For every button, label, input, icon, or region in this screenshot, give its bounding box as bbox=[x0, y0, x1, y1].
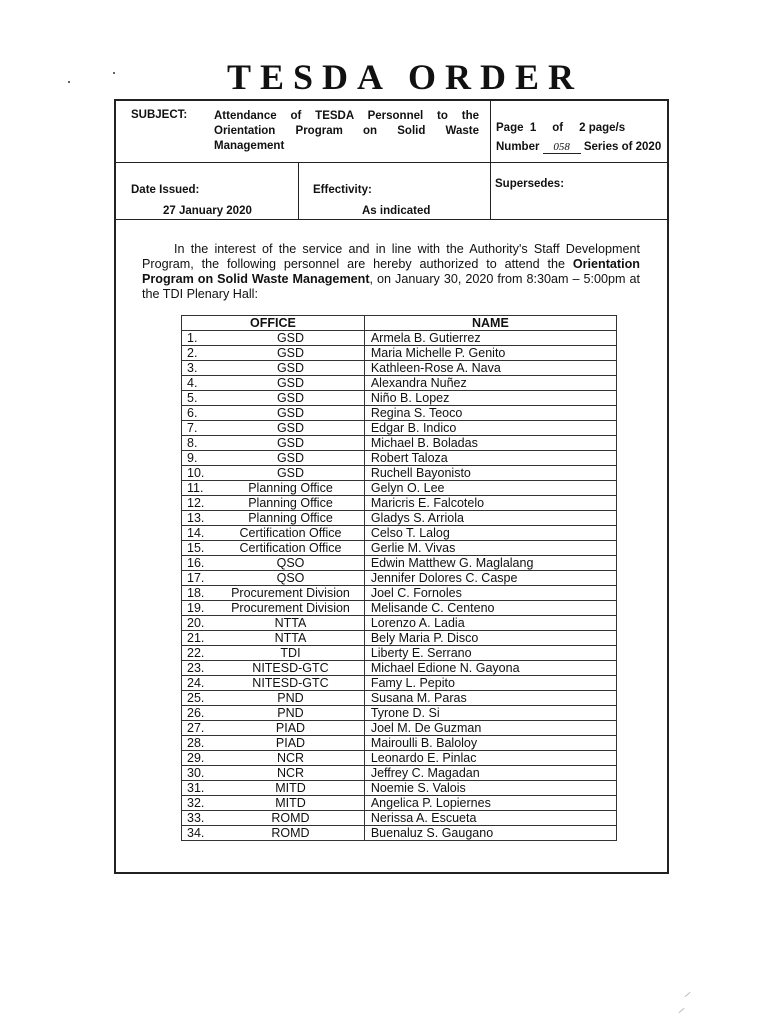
table-row bbox=[182, 331, 617, 346]
row-office: Procurement Division bbox=[217, 601, 364, 616]
table-row bbox=[182, 541, 617, 556]
row-name: Niño B. Lopez bbox=[364, 391, 616, 406]
row-name: Armela B. Gutierrez bbox=[364, 331, 616, 346]
table-row bbox=[182, 766, 617, 781]
row-office: GSD bbox=[217, 466, 364, 481]
row-number: 31. bbox=[182, 781, 218, 796]
row-office: PIAD bbox=[217, 736, 364, 751]
row-number: 9. bbox=[182, 451, 218, 466]
row-number: 34. bbox=[182, 826, 218, 841]
row-number: 19. bbox=[182, 601, 218, 616]
row-office: GSD bbox=[217, 346, 364, 361]
row-name: Celso T. Lalog bbox=[364, 526, 616, 541]
row-office: Certification Office bbox=[217, 526, 364, 541]
row-office: GSD bbox=[217, 331, 364, 346]
table-row bbox=[182, 571, 617, 586]
row-office: GSD bbox=[217, 406, 364, 421]
number-label: Number bbox=[496, 141, 540, 153]
table-row bbox=[182, 631, 617, 646]
table-row bbox=[182, 616, 617, 631]
table-row bbox=[182, 451, 617, 466]
row-office: Certification Office bbox=[217, 541, 364, 556]
series-text: Series of 2020 bbox=[583, 141, 662, 153]
col-office-header: OFFICE bbox=[182, 316, 365, 331]
row-office: NITESD-GTC bbox=[217, 661, 364, 676]
table-row bbox=[182, 721, 617, 736]
row-name: Kathleen-Rose A. Nava bbox=[364, 361, 616, 376]
row-number: 14. bbox=[182, 526, 218, 541]
row-name: Maria Michelle P. Genito bbox=[364, 346, 616, 361]
row-office: GSD bbox=[217, 451, 364, 466]
scan-mark bbox=[684, 992, 690, 997]
header-divider bbox=[116, 219, 667, 220]
row-name: Robert Taloza bbox=[364, 451, 616, 466]
row-name: Jennifer Dolores C. Caspe bbox=[364, 571, 616, 586]
table-row bbox=[182, 781, 617, 796]
table-row bbox=[182, 811, 617, 826]
row-number: 28. bbox=[182, 736, 218, 751]
table-header-row bbox=[182, 316, 617, 331]
row-office: GSD bbox=[217, 361, 364, 376]
row-number: 13. bbox=[182, 511, 218, 526]
row-number: 30. bbox=[182, 766, 218, 781]
row-name: Michael Edione N. Gayona bbox=[364, 661, 616, 676]
row-office: PND bbox=[217, 691, 364, 706]
table-row bbox=[182, 361, 617, 376]
row-number: 17. bbox=[182, 571, 218, 586]
row-number: 10. bbox=[182, 466, 218, 481]
row-number: 8. bbox=[182, 436, 218, 451]
row-name: Gerlie M. Vivas bbox=[364, 541, 616, 556]
row-number: 29. bbox=[182, 751, 218, 766]
row-number: 22. bbox=[182, 646, 218, 661]
subject-label: SUBJECT: bbox=[131, 109, 188, 121]
header-divider bbox=[490, 101, 491, 220]
row-number: 33. bbox=[182, 811, 218, 826]
table-body bbox=[182, 331, 617, 841]
table-row bbox=[182, 376, 617, 391]
order-frame bbox=[114, 99, 669, 874]
row-number: 21. bbox=[182, 631, 218, 646]
table-row bbox=[182, 556, 617, 571]
header-divider bbox=[116, 162, 667, 163]
row-number: 2. bbox=[182, 346, 218, 361]
row-office: NCR bbox=[217, 751, 364, 766]
row-name: Liberty E. Serrano bbox=[364, 646, 616, 661]
table-row bbox=[182, 436, 617, 451]
row-office: QSO bbox=[217, 556, 364, 571]
row-office: NITESD-GTC bbox=[217, 676, 364, 691]
table-row bbox=[182, 706, 617, 721]
table-row bbox=[182, 466, 617, 481]
row-office: MITD bbox=[217, 781, 364, 796]
table-row bbox=[182, 481, 617, 496]
row-office: PIAD bbox=[217, 721, 364, 736]
row-name: Buenaluz S. Gaugano bbox=[364, 826, 616, 841]
page-label: Page bbox=[496, 122, 524, 134]
row-office: GSD bbox=[217, 421, 364, 436]
row-number: 24. bbox=[182, 676, 218, 691]
row-name: Gelyn O. Lee bbox=[364, 481, 616, 496]
row-number: 7. bbox=[182, 421, 218, 436]
row-name: Regina S. Teoco bbox=[364, 406, 616, 421]
row-number: 15. bbox=[182, 541, 218, 556]
row-name: Noemie S. Valois bbox=[364, 781, 616, 796]
personnel-table bbox=[181, 315, 617, 841]
row-name: Edwin Matthew G. Maglalang bbox=[364, 556, 616, 571]
row-number: 5. bbox=[182, 391, 218, 406]
supersedes-label: Supersedes: bbox=[495, 178, 565, 190]
row-name: Joel M. De Guzman bbox=[364, 721, 616, 736]
row-office: Planning Office bbox=[217, 496, 364, 511]
row-number: 25. bbox=[182, 691, 218, 706]
row-number: 6. bbox=[182, 406, 218, 421]
page-current: 1 bbox=[529, 122, 537, 134]
para-text-2: , on January 30, 2020 from 8:30am – 5:00pm at the TDI Plenary Hall: bbox=[142, 272, 640, 301]
row-name: Michael B. Boladas bbox=[364, 436, 616, 451]
table-row bbox=[182, 391, 617, 406]
row-number: 1. bbox=[182, 331, 218, 346]
row-name: Joel C. Fornoles bbox=[364, 586, 616, 601]
row-office: GSD bbox=[217, 436, 364, 451]
row-number: 20. bbox=[182, 616, 218, 631]
row-name: Bely Maria P. Disco bbox=[364, 631, 616, 646]
row-name: Susana M. Paras bbox=[364, 691, 616, 706]
row-name: Famy L. Pepito bbox=[364, 676, 616, 691]
table-row bbox=[182, 346, 617, 361]
col-name-header: NAME bbox=[364, 316, 616, 331]
number-value: 058 bbox=[543, 141, 581, 154]
row-name: Jeffrey C. Magadan bbox=[364, 766, 616, 781]
page-total: 2 page/s bbox=[579, 122, 626, 134]
table-row bbox=[182, 601, 617, 616]
row-office: TDI bbox=[217, 646, 364, 661]
row-office: NTTA bbox=[217, 616, 364, 631]
table-row bbox=[182, 796, 617, 811]
row-number: 4. bbox=[182, 376, 218, 391]
table-row bbox=[182, 511, 617, 526]
date-issued-value: 27 January 2020 bbox=[163, 205, 252, 217]
page-info bbox=[496, 122, 625, 134]
row-number: 26. bbox=[182, 706, 218, 721]
table-row bbox=[182, 661, 617, 676]
row-office: GSD bbox=[217, 391, 364, 406]
table-row bbox=[182, 421, 617, 436]
row-office: Planning Office bbox=[217, 511, 364, 526]
para-program-name: Orientation Program on Solid Waste Management bbox=[142, 257, 640, 286]
table-row bbox=[182, 736, 617, 751]
row-name: Alexandra Nuñez bbox=[364, 376, 616, 391]
row-name: Melisande C. Centeno bbox=[364, 601, 616, 616]
para-text-1: In the interest of the service and in line with the Authority's Staff Development Program, the following personnel are hereby authorized to attend the bbox=[142, 242, 640, 271]
table-row bbox=[182, 586, 617, 601]
row-office: Procurement Division bbox=[217, 586, 364, 601]
body-paragraph bbox=[142, 242, 640, 302]
subject-text: Attendance of TESDA Personnel to the Orientation Program on Solid Waste Management bbox=[214, 110, 479, 152]
row-name: Mairoulli B. Baloloy bbox=[364, 736, 616, 751]
effectivity-label: Effectivity: bbox=[313, 184, 372, 196]
date-issued-label: Date Issued: bbox=[131, 184, 200, 196]
table-row bbox=[182, 691, 617, 706]
table-row bbox=[182, 676, 617, 691]
order-number bbox=[496, 141, 661, 154]
row-number: 23. bbox=[182, 661, 218, 676]
row-office: PND bbox=[217, 706, 364, 721]
row-office: ROMD bbox=[217, 811, 364, 826]
row-number: 12. bbox=[182, 496, 218, 511]
row-office: NTTA bbox=[217, 631, 364, 646]
row-number: 27. bbox=[182, 721, 218, 736]
row-name: Maricris E. Falcotelo bbox=[364, 496, 616, 511]
row-number: 18. bbox=[182, 586, 218, 601]
row-office: ROMD bbox=[217, 826, 364, 841]
table-row bbox=[182, 646, 617, 661]
row-name: Leonardo E. Pinlac bbox=[364, 751, 616, 766]
table-row bbox=[182, 826, 617, 841]
header-divider bbox=[298, 162, 299, 220]
row-number: 11. bbox=[182, 481, 218, 496]
document-title: TESDA ORDER bbox=[226, 57, 584, 97]
row-name: Tyrone D. Si bbox=[364, 706, 616, 721]
row-name: Ruchell Bayonisto bbox=[364, 466, 616, 481]
table-row bbox=[182, 751, 617, 766]
row-number: 32. bbox=[182, 796, 218, 811]
table-row bbox=[182, 496, 617, 511]
scan-mark bbox=[678, 1008, 684, 1013]
row-name: Nerissa A. Escueta bbox=[364, 811, 616, 826]
row-name: Angelica P. Lopiernes bbox=[364, 796, 616, 811]
page-of: of bbox=[552, 122, 564, 134]
row-office: GSD bbox=[217, 376, 364, 391]
table-row bbox=[182, 526, 617, 541]
table-row bbox=[182, 406, 617, 421]
row-name: Lorenzo A. Ladia bbox=[364, 616, 616, 631]
row-number: 16. bbox=[182, 556, 218, 571]
row-name: Edgar B. Indico bbox=[364, 421, 616, 436]
row-office: MITD bbox=[217, 796, 364, 811]
row-office: NCR bbox=[217, 766, 364, 781]
row-name: Gladys S. Arriola bbox=[364, 511, 616, 526]
effectivity-value: As indicated bbox=[362, 205, 431, 217]
row-office: QSO bbox=[217, 571, 364, 586]
row-office: Planning Office bbox=[217, 481, 364, 496]
row-number: 3. bbox=[182, 361, 218, 376]
